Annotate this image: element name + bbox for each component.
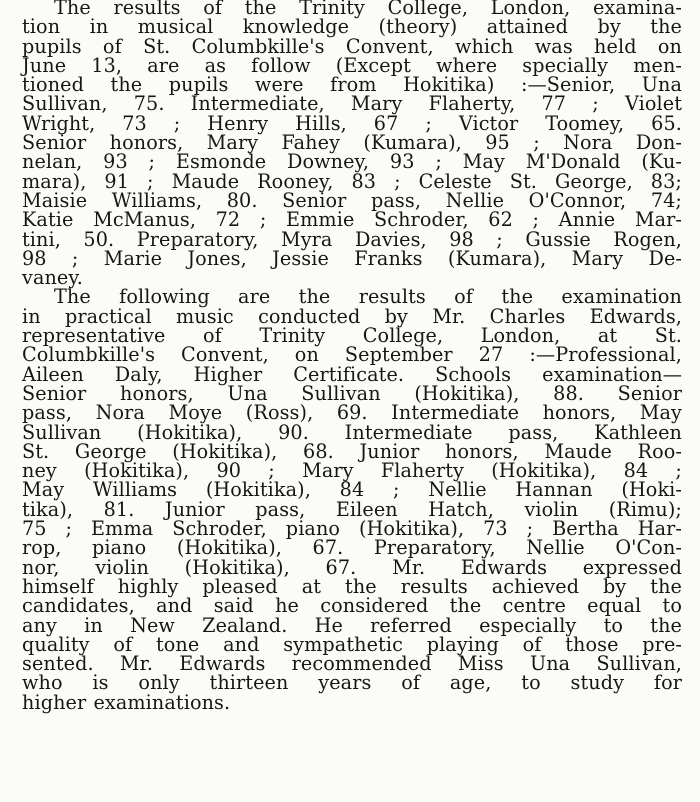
text-line: nelan, 93 ; Esmonde Downey, 93 ; May M'Donald (Ku- (22, 150, 682, 174)
text-line: ney (Hokitika), 90 ; Mary Flaherty (Hokitika), 84 ; (22, 459, 682, 483)
text-line: 75 ; Emma Schroder, piano (Hokitika), 73 ; Bertha Har- (22, 517, 682, 541)
text-line: Sullivan, 75. Intermediate, Mary Flaherty, 77 ; Violet (22, 92, 682, 116)
text-line: himself highly pleased at the results achieved by the (22, 574, 682, 598)
article-body (22, 0, 682, 712)
text-line: Aileen Daly, Higher Certificate. Schools examination— (22, 362, 682, 386)
text-line: 98 ; Marie Jones, Jessie Franks (Kumara), Mary De- (22, 246, 682, 270)
text-line: Sullivan (Hokitika), 90. Intermediate pass, Kathleen (22, 420, 682, 444)
text-line: Senior honors, Una Sullivan (Hokitika), 88. Senior (22, 381, 682, 405)
paragraph-practical-results (22, 287, 682, 712)
text-line: The results of the Trinity College, London, examina- (54, 0, 682, 19)
text-line: Senior honors, Mary Fahey (Kumara), 95 ; Nora Don- (22, 131, 682, 155)
text-line: tini, 50. Preparatory, Myra Davies, 98 ; Gussie Rogen, (22, 227, 682, 251)
text-line: St. George (Hokitika), 68. Junior honors, Maude Roo- (22, 439, 682, 463)
text-line: pupils of St. Columbkille's Convent, which was held on (22, 34, 682, 58)
text-line: Wright, 73 ; Henry Hills, 67 ; Victor Toomey, 65. (22, 111, 682, 135)
text-line: rop, piano (Hokitika), 67. Preparatory, Nellie O'Con- (22, 536, 682, 560)
text-line: who is only thirteen years of age, to study for (22, 671, 682, 695)
text-line: vaney. (22, 266, 83, 290)
text-line: pass, Nora Moye (Ross), 69. Intermediate honors, May (22, 401, 682, 425)
text-line: Maisie Williams, 80. Senior pass, Nellie O'Connor, 74; (22, 188, 682, 212)
text-line: representative of Trinity College, London, at St. (22, 324, 682, 348)
text-line: May Williams (Hokitika), 84 ; Nellie Hannan (Hoki- (22, 478, 682, 502)
text-line: tion in musical knowledge (theory) attained by the (22, 15, 682, 39)
text-line: nor, violin (Hokitika), 67. Mr. Edwards expressed (22, 555, 682, 579)
paragraph-theory-results (22, 0, 682, 290)
text-line: any in New Zealand. He referred especially to the (22, 613, 682, 637)
text-line: June 13, are as follow (Except where specially men- (22, 53, 682, 77)
text-line: Columbkille's Convent, on September 27 :—Professional, (22, 343, 682, 367)
text-line: Katie McManus, 72 ; Emmie Schroder, 62 ; Annie Mar- (22, 208, 682, 232)
text-line: mara), 91 ; Maude Rooney, 83 ; Celeste St. George, 83; (22, 169, 682, 193)
text-line: tika), 81. Junior pass, Eileen Hatch, violin (Rimu); (22, 497, 682, 521)
text-line: tioned the pupils were from Hokitika) :—Senior, Una (22, 73, 682, 97)
text-line: candidates, and said he considered the centre equal to (22, 594, 682, 618)
text-line: sented. Mr. Edwards recommended Miss Una Sullivan, (22, 652, 682, 676)
text-line: higher examinations. (22, 690, 231, 714)
text-line: The following are the results of the examination (54, 285, 682, 309)
text-line: in practical music conducted by Mr. Charles Edwards, (22, 304, 682, 328)
text-line: quality of tone and sympathetic playing of those pre- (22, 632, 682, 656)
